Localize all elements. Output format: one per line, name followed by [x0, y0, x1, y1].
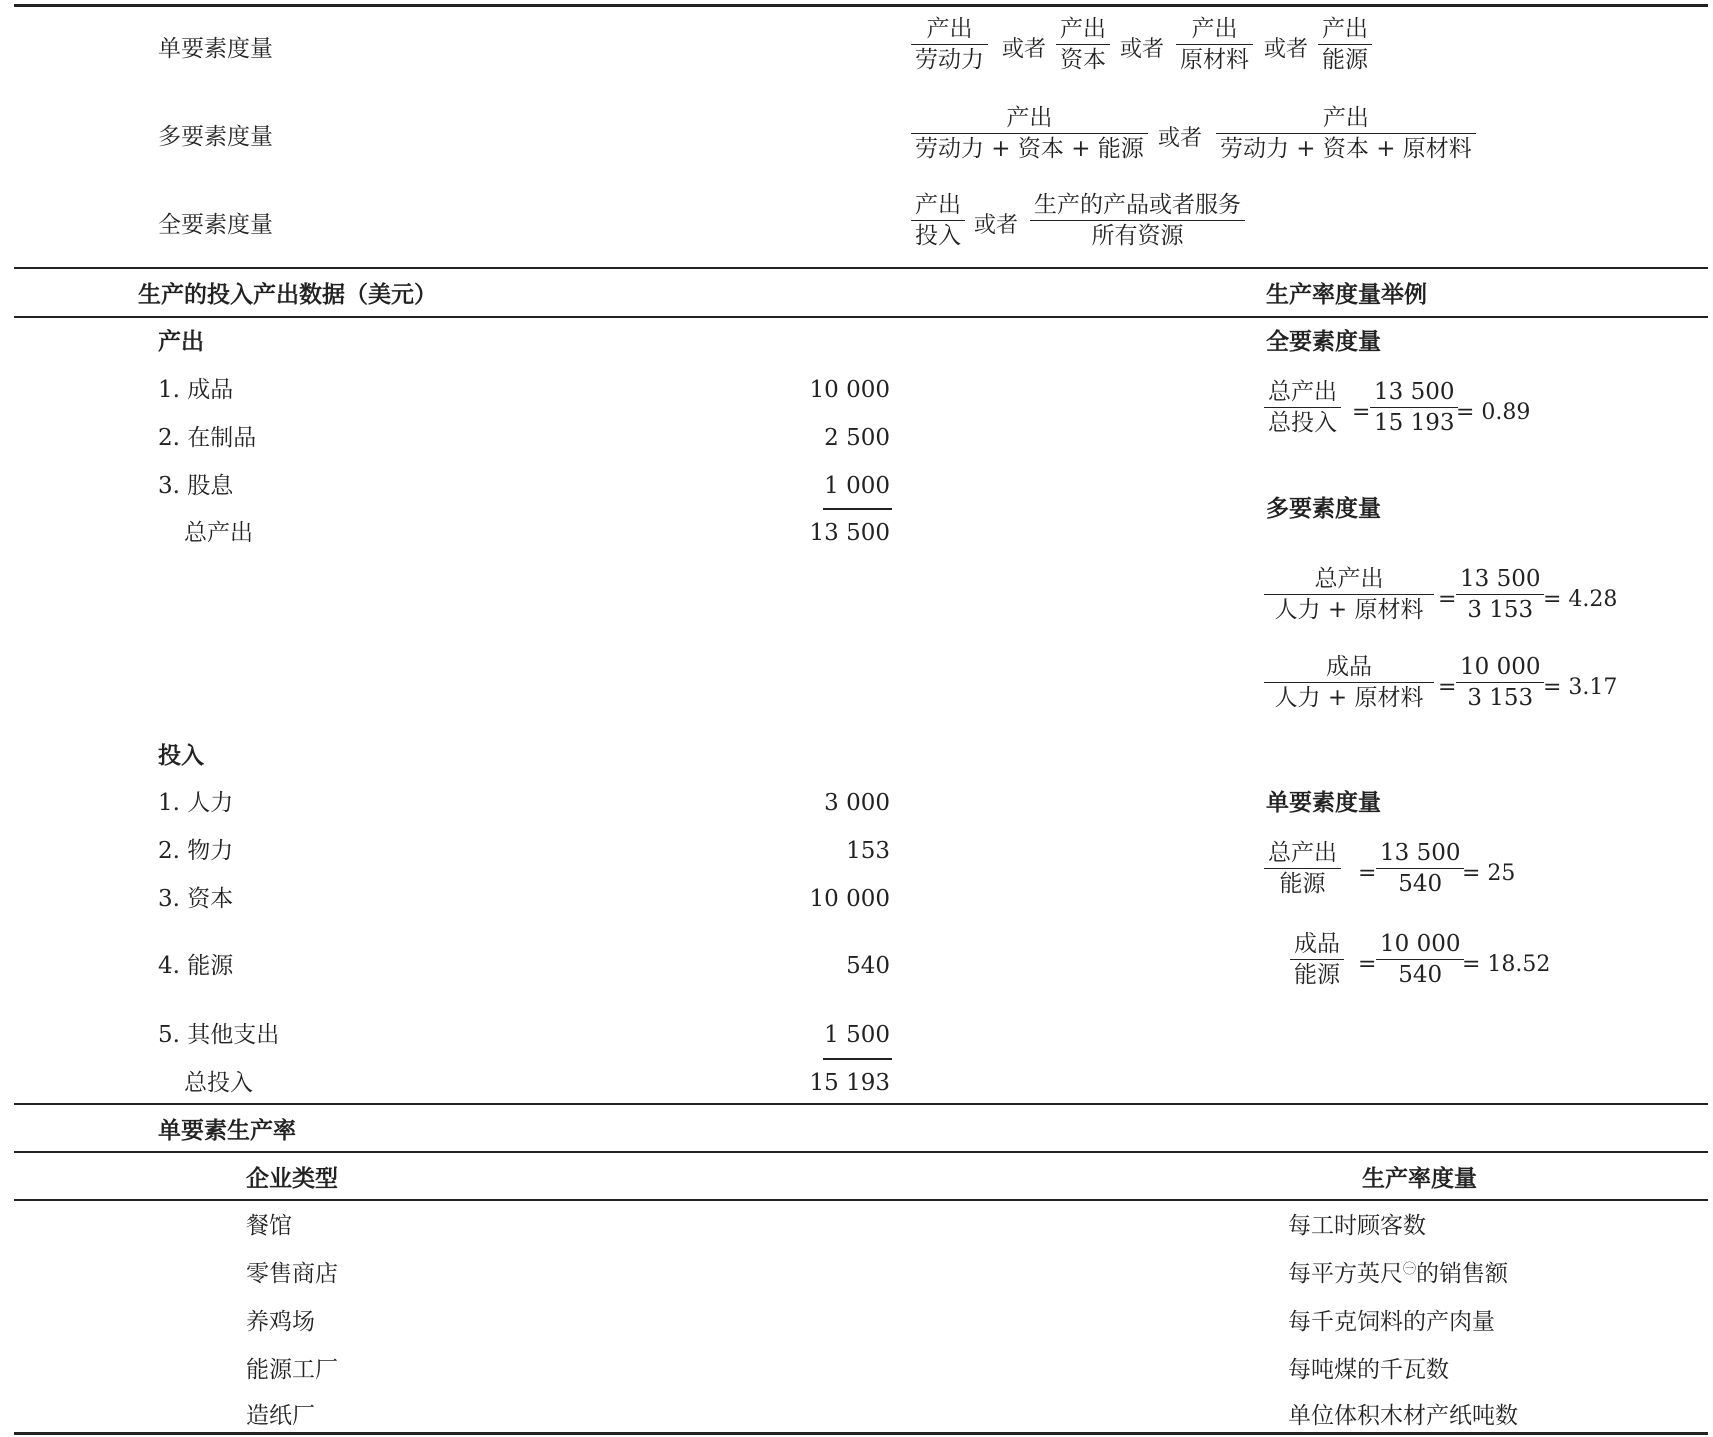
fraction: $\frac{13 500}{540}$: [1376, 838, 1464, 899]
top-rule: [14, 4, 1708, 7]
total-value: 15 193: [809, 1070, 890, 1096]
fraction: 产出 投入: [911, 190, 965, 251]
list-item-value: 153: [846, 838, 890, 864]
list-item-value: 1 500: [824, 1022, 890, 1048]
input-title: 投入: [158, 743, 204, 769]
or-word: 或者: [974, 213, 1019, 238]
list-item-value: 10 000: [809, 377, 890, 403]
measure-label-total: 全要素度量: [158, 212, 273, 238]
output-title: 产出: [158, 329, 204, 355]
rule: [14, 1199, 1708, 1201]
table-cell-measure: 每千克饲料的产肉量: [1288, 1309, 1495, 1335]
equals: =: [1438, 587, 1457, 612]
measure-label-multi: 多要素度量: [158, 124, 273, 150]
list-item: 1. 成品: [158, 377, 234, 403]
list-item: 4. 能源: [158, 953, 234, 979]
sum-rule: [823, 1058, 892, 1060]
fraction: 产出 能源: [1318, 14, 1372, 75]
fraction: 产出 资本: [1056, 14, 1110, 75]
table-cell-measure: [1288, 1260, 1508, 1288]
fraction: $\frac{13 500}{3 153}$: [1456, 564, 1544, 625]
rule: [14, 267, 1708, 269]
fraction: 产出 劳动力: [911, 14, 988, 75]
or-word: 或者: [1120, 37, 1165, 62]
list-item: 3. 股息: [158, 473, 234, 499]
rule: [14, 1151, 1708, 1153]
total-label: 总投入: [184, 1070, 253, 1096]
list-item-value: 2 500: [824, 425, 890, 451]
or-word: 或者: [1002, 37, 1047, 62]
list-item: 5. 其他支出: [158, 1022, 280, 1048]
table-cell-type: 养鸡场: [246, 1309, 315, 1335]
table-cell-type: 零售商店: [246, 1261, 338, 1287]
total-label: 总产出: [184, 520, 253, 546]
table-cell-type: 造纸厂: [246, 1403, 315, 1429]
data-header: 生产的投入产出数据（美元）: [138, 282, 437, 308]
equals: =: [1352, 400, 1371, 425]
footnote-mark: ㊀: [1403, 1262, 1417, 1277]
table-cell-type: 餐馆: [246, 1213, 292, 1239]
result: = 18.52: [1462, 952, 1551, 977]
sum-rule: [823, 508, 892, 510]
measure-text: 每平方英尺: [1288, 1261, 1403, 1287]
or-word: 或者: [1264, 37, 1309, 62]
fraction: 生产的产品或者服务 所有资源: [1030, 190, 1245, 251]
list-item-value: 3 000: [824, 790, 890, 816]
equals: =: [1358, 952, 1377, 977]
list-item: 2. 物力: [158, 838, 234, 864]
list-item: 3. 资本: [158, 886, 234, 912]
table-cell-measure: 每吨煤的千瓦数: [1288, 1357, 1449, 1383]
fraction: 总产出 总投入: [1264, 377, 1341, 438]
fraction: 总产出 能源: [1264, 838, 1341, 899]
table-header-type: 企业类型: [246, 1166, 338, 1192]
list-item-value: 10 000: [809, 886, 890, 912]
result: = 25: [1462, 861, 1516, 886]
bottom-rule: [14, 1432, 1708, 1435]
fraction: 成品 人力 + 原材料: [1264, 652, 1434, 713]
rule: [14, 316, 1708, 318]
measure-text: 的销售额: [1416, 1261, 1509, 1287]
result: = 3.17: [1543, 675, 1618, 700]
fraction: 产出 劳动力 + 资本 + 能源: [911, 103, 1148, 164]
example-total-title: 全要素度量: [1266, 329, 1381, 355]
table-cell-measure: 单位体积木材产纸吨数: [1288, 1403, 1518, 1429]
or-word: 或者: [1158, 126, 1203, 151]
equals: =: [1438, 675, 1457, 700]
example-header: 生产率度量举例: [1266, 282, 1427, 308]
total-value: 13 500: [809, 520, 890, 546]
fraction: 成品 能源: [1290, 929, 1344, 990]
fraction: 总产出 人力 + 原材料: [1264, 564, 1434, 625]
table-cell-type: 能源工厂: [246, 1357, 338, 1383]
fraction: 产出 原材料: [1176, 14, 1253, 75]
rule: [14, 1103, 1708, 1105]
fraction: $\frac{13 500}{15 193}$: [1370, 377, 1458, 438]
table-header-measure: 生产率度量: [1362, 1166, 1477, 1192]
fraction: $\frac{10 000}{540}$: [1376, 929, 1464, 990]
single-factor-title: 单要素生产率: [158, 1118, 296, 1144]
example-multi-title: 多要素度量: [1266, 496, 1381, 522]
result: = 4.28: [1543, 587, 1618, 612]
fraction: $\frac{10 000}{3 153}$: [1456, 652, 1544, 713]
list-item-value: 1 000: [824, 473, 890, 499]
equals: =: [1358, 861, 1377, 886]
list-item-value: 540: [846, 953, 890, 979]
list-item: 1. 人力: [158, 790, 234, 816]
measure-label-single: 单要素度量: [158, 36, 273, 62]
list-item: 2. 在制品: [158, 425, 257, 451]
table-cell-measure: 每工时顾客数: [1288, 1213, 1426, 1239]
result: = 0.89: [1456, 400, 1531, 425]
example-single-title: 单要素度量: [1266, 790, 1381, 816]
fraction: 产出 劳动力 + 资本 + 原材料: [1216, 103, 1476, 164]
